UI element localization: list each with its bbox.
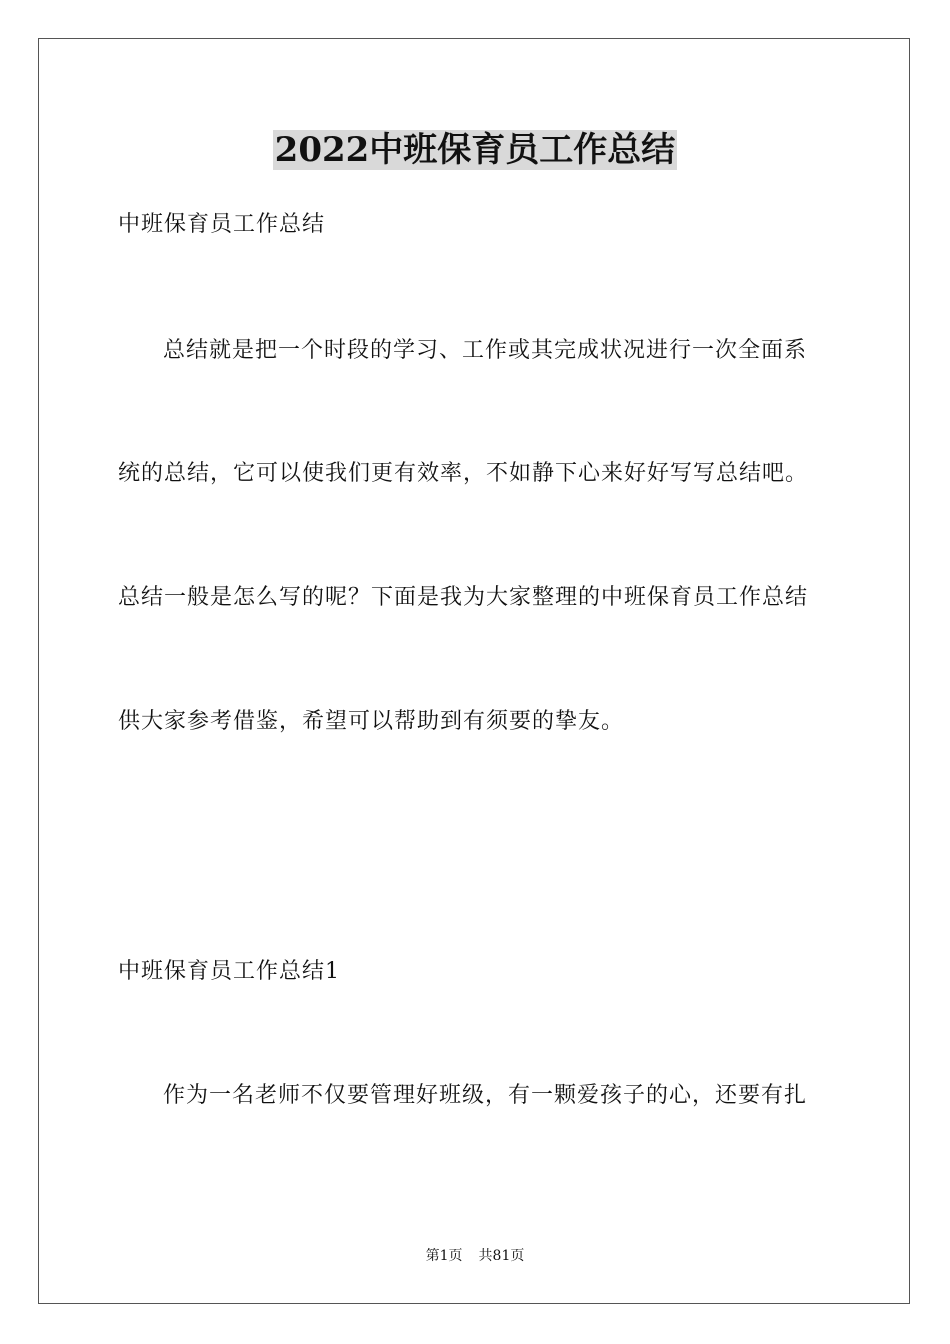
section-paragraph-line-1: 作为一名老师不仅要管理好班级，有一颗爱孩子的心，还要有扎 bbox=[163, 1083, 808, 1108]
subtitle: 中班保育员工作总结 bbox=[118, 212, 326, 237]
paragraph-line-1: 总结就是把一个时段的学习、工作或其完成状况进行一次全面系 bbox=[163, 338, 808, 363]
paragraph-line-3: 总结一般是怎么写的呢？下面是我为大家整理的中班保育员工作总结 bbox=[118, 585, 809, 610]
section-heading: 中班保育员工作总结1 bbox=[118, 959, 340, 984]
page-footer bbox=[0, 1246, 950, 1266]
document-title-text: 2022中班保育员工作总结 bbox=[274, 130, 676, 170]
paragraph-line-2: 统的总结，它可以使我们更有效率，不如静下心来好好写写总结吧。 bbox=[118, 461, 809, 486]
paragraph-line-4: 供大家参考借鉴，希望可以帮助到有须要的挚友。 bbox=[118, 709, 625, 734]
document-title bbox=[0, 128, 950, 172]
page-total: 共81页 bbox=[478, 1248, 525, 1264]
page-number: 第1页 bbox=[425, 1248, 463, 1264]
